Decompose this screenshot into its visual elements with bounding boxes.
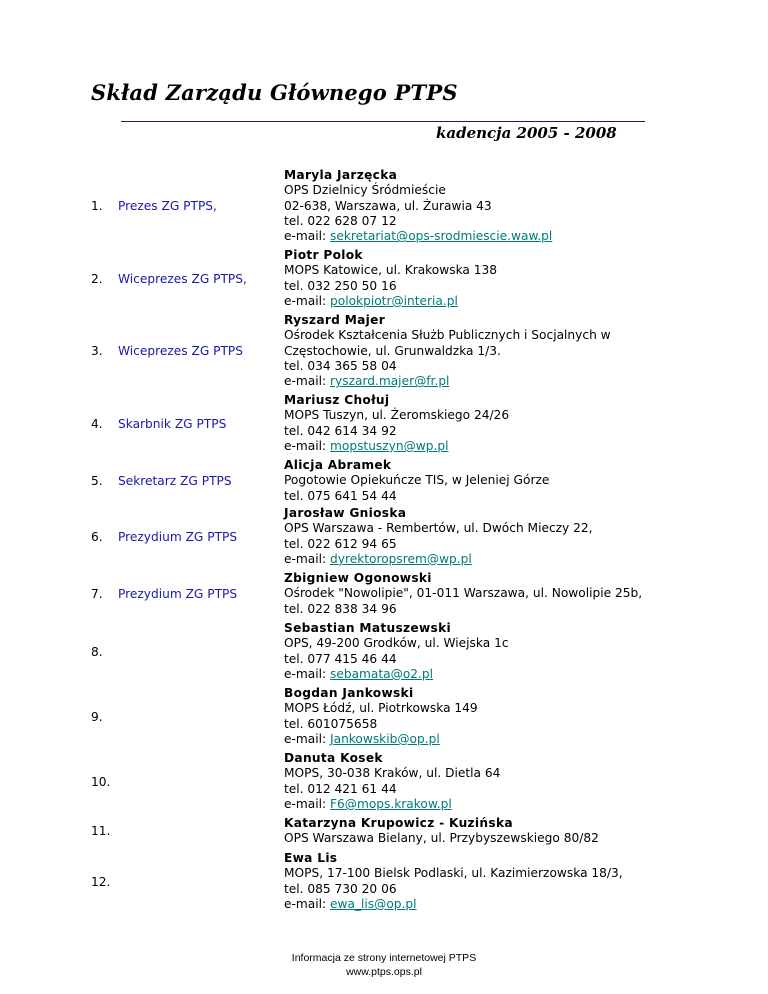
member-contact [284,506,704,567]
member-contact-line: tel. 022 838 34 96 [284,601,397,616]
member-role: Prezydium ZG PTPS [118,586,238,601]
member-entry [91,751,711,812]
member-contact [284,168,704,244]
member-contact-line: MOPS Tuszyn, ul. Żeromskiego 24/26 [284,408,510,423]
member-email-line [284,797,704,812]
member-name: Ewa Lis [284,851,338,865]
title-underline [121,121,645,122]
member-contact-line: Ośrodek Kształcenia Służb Publicznych i Socjalnych w [284,328,611,343]
member-email-line [284,294,704,309]
member-name: Ryszard Majer [284,313,386,327]
member-name: Katarzyna Krupowicz - Kuzińska [284,816,513,830]
member-role: Wiceprezes ZG PTPS, [118,271,247,286]
email-label: e-mail: [284,666,330,681]
member-email-line [284,667,704,682]
member-name: Bogdan Jankowski [284,686,414,700]
member-contact-line: tel. 077 415 46 44 [284,651,397,666]
member-contact [284,313,704,389]
member-name: Maryla Jarzęcka [284,168,398,182]
member-contact-line: tel. 032 250 50 16 [284,278,397,293]
email-label: e-mail: [284,796,330,811]
member-name: Zbigniew Ogonowski [284,571,432,585]
member-entry [91,393,711,454]
member-contact [284,851,704,912]
member-contact [284,393,704,454]
email-link[interactable]: polokpiotr@interia.pl [330,293,458,308]
member-role: Prezes ZG PTPS, [118,199,217,214]
member-number: 5. [91,473,103,488]
member-contact-line: Ośrodek "Nowolipie", 01-011 Warszawa, ul. Nowolipie 25b, [284,586,643,601]
member-contact-line: 02-638, Warszawa, ul. Żurawia 43 [284,198,492,213]
member-number: 10. [91,774,111,789]
email-link[interactable]: F6@mops.krakow.pl [330,796,452,811]
member-role: Wiceprezes ZG PTPS [118,344,244,359]
email-label: e-mail: [284,293,330,308]
member-name: Mariusz Chołuj [284,393,390,407]
email-label: e-mail: [284,551,330,566]
member-number: 9. [91,709,103,724]
member-entry [91,571,711,617]
member-contact-line: tel. 601075658 [284,716,378,731]
member-contact-line: MOPS Łódź, ul. Piotrkowska 149 [284,701,478,716]
member-contact-line: Pogotowie Opiekuńcze TIS, w Jeleniej Górze [284,473,550,488]
member-contact-line: MOPS, 17-100 Bielsk Podlaski, ul. Kazimierzowska 18/3, [284,866,623,881]
member-email-line [284,374,704,389]
email-link[interactable]: sebamata@o2.pl [330,666,434,681]
member-number: 4. [91,416,103,431]
member-email-line [284,439,704,454]
footer-source-line: Informacja ze strony internetowej PTPS [291,952,477,964]
member-number: 7. [91,586,103,601]
member-contact [284,571,704,617]
member-role: Prezydium ZG PTPS [118,529,238,544]
member-contact [284,248,704,309]
footer [0,951,768,979]
member-contact-line: tel. 022 612 94 65 [284,536,397,551]
member-entry [91,506,711,567]
member-contact-line: Częstochowie, ul. Grunwaldzka 1/3. [284,343,501,358]
email-link[interactable]: mopstuszyn@wp.pl [330,438,449,453]
member-contact-line: tel. 085 730 20 06 [284,881,397,896]
member-contact [284,686,704,747]
member-email-line [284,552,704,567]
member-contact-line: MOPS, 30-038 Kraków, ul. Dietla 64 [284,766,501,781]
member-entry [91,168,711,245]
term-subtitle: kadencja 2005 - 2008 [436,124,617,142]
member-contact-line: tel. 022 628 07 12 [284,213,397,228]
member-number: 8. [91,644,103,659]
email-link[interactable]: ryszard.majer@fr.pl [330,374,450,389]
email-label: e-mail: [284,374,330,389]
member-contact-line: MOPS Katowice, ul. Krakowska 138 [284,263,498,278]
member-contact-line: OPS, 49-200 Grodków, ul. Wiejska 1c [284,636,509,651]
member-entry [91,686,711,747]
member-name: Sebastian Matuszewski [284,621,451,635]
member-entry [91,621,711,682]
member-contact [284,458,704,504]
member-entry [91,816,711,847]
member-number: 11. [91,824,111,839]
email-link[interactable]: ewa_lis@op.pl [330,896,417,911]
member-contact-line: OPS Warszawa - Rembertów, ul. Dwóch Mieczy 22, [284,521,593,536]
member-contact [284,751,704,812]
member-contact-line: OPS Warszawa Bielany, ul. Przybyszewskiego 80/82 [284,831,599,846]
member-contact-line: tel. 042 614 34 92 [284,423,397,438]
email-label: e-mail: [284,731,330,746]
member-number: 12. [91,874,111,889]
member-number: 3. [91,344,103,359]
member-entry [91,248,711,309]
email-label: e-mail: [284,896,330,911]
member-name: Jarosław Gnioska [284,506,407,520]
member-contact-line: tel. 012 421 61 44 [284,781,397,796]
member-email-line [284,229,704,244]
member-contact [284,621,704,682]
member-contact-line: OPS Dzielnicy Śródmieście [284,183,446,198]
email-label: e-mail: [284,229,330,244]
email-label: e-mail: [284,438,330,453]
member-name: Alicja Abramek [284,458,392,472]
member-number: 6. [91,529,103,544]
member-email-line [284,732,704,747]
member-name: Piotr Polok [284,248,363,262]
page-title: Skład Zarządu Głównego PTPS [91,80,458,105]
member-name: Danuta Kosek [284,751,383,765]
member-number: 2. [91,271,103,286]
footer-url: www.ptps.ops.pl [346,966,422,978]
email-link[interactable]: sekretariat@ops-srodmiescie.waw.pl [330,229,553,244]
member-email-line [284,897,704,912]
member-entry [91,313,711,390]
member-contact-line: tel. 034 365 58 04 [284,358,397,373]
member-role: Sekretarz ZG PTPS [118,473,232,488]
member-contact-line: tel. 075 641 54 44 [284,488,397,503]
member-number: 1. [91,199,103,214]
member-role: Skarbnik ZG PTPS [118,416,227,431]
member-entry [91,458,711,504]
member-entry [91,851,711,912]
member-contact [284,816,704,847]
email-link[interactable]: Jankowskib@op.pl [330,731,440,746]
email-link[interactable]: dyrektoropsrem@wp.pl [330,551,472,566]
